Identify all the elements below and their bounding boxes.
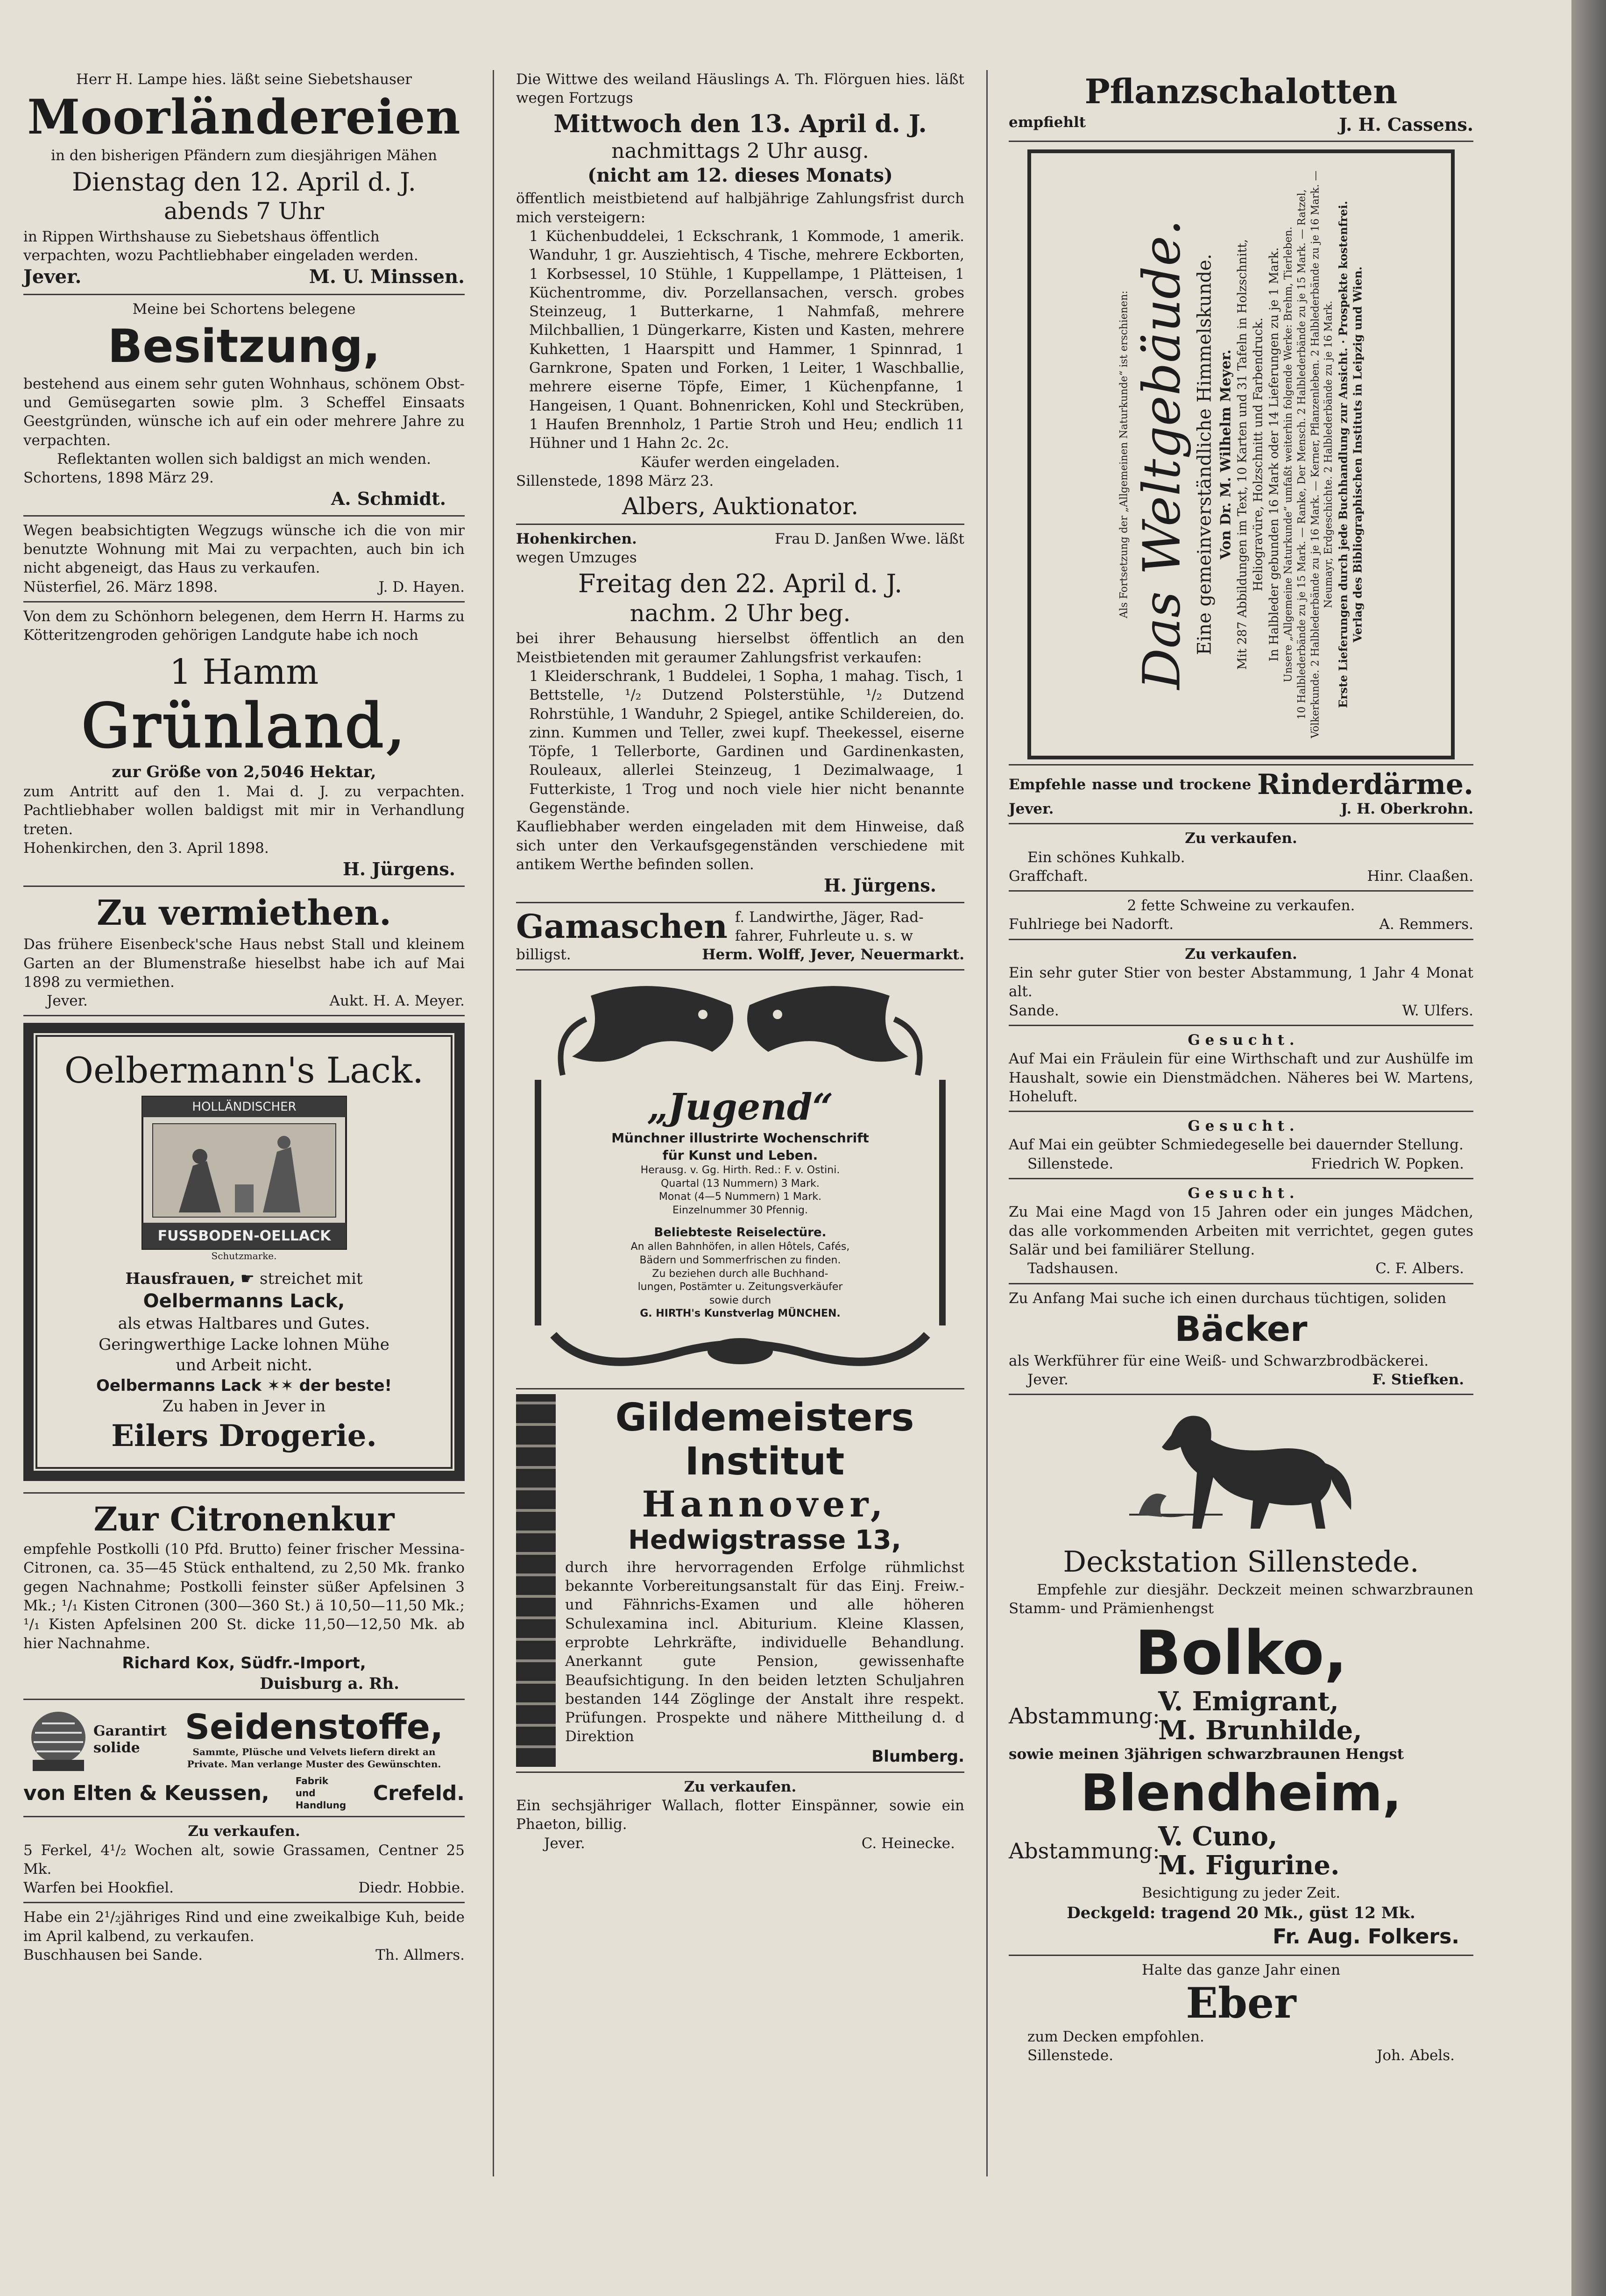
gruenland-place: Hohenkirchen, den 3. April 1898. [23,839,269,857]
rinder-place: Jever. [1009,800,1054,817]
seide-fab: Fabrik und Handlung [295,1775,347,1811]
oel-l5: und Arbeit nicht. [176,1355,312,1375]
column-1 [23,70,465,1969]
janssen-text2: Kaufliebhaber werden eingeladen mit dem Hinweise, daß sich unter den Verkaufsgegenständen verschiedene mit antikem Werthe befinden sollen. [516,818,964,873]
stier-signer: W. Ulfers. [1402,1002,1473,1019]
seide-emblem [23,1705,93,1775]
albers-text: öffentlich meistbietend auf halbjährige Zahlungsfrist durch mich versteigern: [516,190,964,226]
pflanz-signer: J. H. Cassens. [1339,113,1473,135]
vermiethen-signer: Aukt. H. A. Meyer. [329,992,465,1010]
ferkel-signer: Diedr. Hobbie. [358,1879,465,1897]
jugend-r4: Zu beziehen durch alle Buchhand- [652,1268,828,1280]
gesucht3-head: G e s u c h t . [1188,1185,1295,1202]
albers-date: Mittwoch den 13. April d. J. [553,109,927,138]
oel-sign-top: HOLLÄNDISCHER [191,1100,297,1114]
eber-intro: Halte das ganze Jahr einen [1141,1962,1341,1979]
jugend-h4: Einzelnummer 30 Pfennig. [672,1205,808,1216]
janssen-time: nachm. 2 Uhr beg. [630,599,851,627]
ad-eber [1009,1955,1473,2065]
gruenland-text: zum Antritt auf den 1. Mai d. J. zu verpachten. Pachtliebhaber wollen baldigst mit mir in Verhandlung treten. [23,783,465,838]
jugend-ornament-bottom [535,1325,946,1377]
deck-title: Deckstation Sillenstede. [1063,1545,1419,1579]
citronen-signer: Richard Kox, Südfr.-Import, [122,1653,366,1672]
deck-besicht: Besichtigung zu jeder Zeit. [1141,1885,1341,1902]
beehive-icon [23,1705,93,1775]
besitzung-place: Schortens, 1898 März 29. [23,469,214,487]
deck-horse2-mother: M. Figurine. [1158,1850,1340,1881]
gesucht3-signer: C. F. Albers. [1375,1260,1464,1277]
ad-schweine [1009,890,1473,934]
jugend-r5: lungen, Postämter u. Zeitungsverkäufer [637,1281,843,1293]
ad-deckstation [1009,1394,1473,1950]
ad-citronenkur [23,1492,465,1694]
page-edge [1571,0,1606,2296]
rinder-l3: trockene [1179,776,1252,794]
horse-illustration [1120,1403,1363,1543]
janssen-items: 1 Kleiderschrank, 1 Buddelei, 1 Sopha, 1 mahag. Tisch, 1 Bettstelle, ¹/₂ Dutzend Polsterstühle, ¹/₂ Dutzend Rohrstühle, 1 Wanduhr, 2 Spiegel, antike Schildereien, do. zinn. Kummen und Teller, zwei kupf. Theekessel, eiserne Töpfe, 1 Tellerborte, Gardinen und Gardinenkasten, Rouleaux, allerlei Steinzeug, 1 Dezimalwaage, 1 Futterkiste, 1 Trog und noch viele hier nicht benannte Gegenstände. [529,668,964,817]
oel-l7: Zu haben in Jever in [162,1397,326,1416]
deck-signer: Fr. Aug. Folkers. [1273,1924,1459,1949]
moor-intro: Herr H. Lampe hies. läßt seine Siebetshauser [76,71,412,88]
gildemeister-brick-bar [516,1394,556,1767]
eber-text: zum Decken empfohlen. [1027,2028,1204,2045]
gamaschen-signature [516,945,964,964]
ad-stier [1009,939,1473,1020]
ad-ferkel [23,1816,465,1897]
seide-solide: solide [93,1740,140,1757]
jugend-sub2: für Kunst und Leben. [662,1147,818,1163]
jugend-h1: Herausg. v. Gg. Hirth. Red.: F. v. Ostini. [640,1164,840,1176]
ad-janssen-auktion [516,524,964,897]
oel-l3: als etwas Haltbares und Gutes. [118,1314,370,1333]
eber-title: Eber [1186,1978,1296,2028]
baecker-text: als Werkführer für eine Weiß- und Schwarzbrodbäckerei. [1009,1352,1429,1369]
welt-l3: In Halbleder gebunden 16 Mark oder 14 Lieferungen zu je 1 Mark. [1266,247,1281,662]
ad-rind [23,1902,465,1964]
gamaschen-t3: billigst. [516,946,571,964]
ad-weltgebaeude [1009,141,1473,759]
albers-intro: Die Wittwe des weiland Häuslings A. Th. Flörguen hies. läßt wegen Fortzugs [516,71,964,107]
janssen-place: Hohenkirchen. [516,530,637,547]
seide-title: Seidenstoffe, [184,1707,444,1748]
ad-oelbermann [23,1015,465,1487]
stier-text: Ein sehr guter Stier von bester Abstammung, 1 Jahr 4 Monat alt. [1009,964,1473,1000]
vermiethen-place: Jever. [47,992,88,1010]
deck-horse1: Bolko, [1135,1617,1347,1688]
janssen-head [516,530,964,548]
ad-gildemeister [516,1388,964,1767]
ad-jugend [516,969,964,1383]
jugend-title: „Jugend“ [647,1085,834,1128]
jugend-r1: Beliebteste Reiselectüre. [654,1225,827,1240]
seide-signature [23,1775,465,1811]
column-2 [516,70,964,1857]
jugend-h2: Quartal (13 Nummern) 3 Mark. [661,1177,820,1190]
ad-wallach [516,1772,964,1853]
wallach-text: Ein sechsjähriger Wallach, flotter Einspänner, sowie ein Phaeton, billig. [516,1797,964,1833]
moor-date: Dienstag den 12. April d. J. [72,167,416,197]
oel-l6: Oelbermanns Lack ✶✶ der beste! [96,1376,392,1395]
baecker-place: Jever. [1027,1371,1068,1388]
jugend-r3: Bädern und Sommerfrischen zu finden. [639,1254,841,1266]
eber-place: Sillenstede. [1027,2047,1114,2064]
oel-sign-bottom: FUSSBODEN-OELLACK [157,1228,331,1245]
janssen-who: Frau D. Janßen Wwe. läßt [775,530,964,547]
deck-horse2: Blendheim, [1080,1764,1402,1822]
baecker-intro: Zu Anfang Mai suche ich einen durchaus tüchtigen, soliden [1009,1290,1446,1307]
kuhkalb-head: Zu verkaufen. [1185,830,1297,847]
deck-abst-2: Abstammung: [1009,1838,1160,1864]
welt-l6: Erste Lieferungen durch jede Buchhandlung zur Ansicht. · Prospekte kostenfrei. [1336,201,1350,708]
ferkel-place: Warfen bei Hookfiel. [23,1879,174,1897]
wallach-signer: C. Heinecke. [861,1835,955,1852]
gesucht1-head: G e s u c h t . [1188,1031,1295,1049]
schweine-signer: A. Remmers. [1379,916,1473,933]
ad-wegzug [23,515,465,596]
oel-trademark: Schutzmarke. [211,1250,277,1262]
moor-signer: M. U. Minssen. [309,266,465,288]
gesucht2-head: G e s u c h t . [1188,1118,1295,1135]
baecker-signature [1009,1370,1473,1389]
wegzug-place: Nüsterfiel, 26. März 1898. [23,578,218,595]
gild-signer: Blumberg. [871,1747,964,1766]
gesucht2-text: Auf Mai ein geübter Schmiedegeselle bei dauernder Stellung. [1009,1136,1464,1154]
gamaschen-title: Gamaschen [516,907,728,946]
besitzung-signer: A. Schmidt. [331,488,446,510]
moor-signature [23,265,465,289]
janssen-date: Freitag den 22. April d. J. [578,569,903,599]
moor-title: Moorländereien [27,89,461,146]
rinder-signer: J. H. Oberkrohn. [1341,800,1473,817]
wallach-place: Jever. [544,1835,585,1852]
stier-signature [1009,1001,1473,1020]
ad-besitzung [23,294,465,510]
gamaschen-t2: fahrer, Fuhrleute u. s. w [735,927,913,944]
schweine-signature [1009,915,1473,934]
weltgebaeude-rotated-text [1118,167,1365,742]
albers-time: nachmittags 2 Uhr ausg. [611,139,869,163]
oelbermann-title: Oelbermann's Lack. [64,1049,424,1091]
column-3 [1009,70,1473,2069]
column-rule-1 [493,70,494,2176]
seide-s2: Private. Man verlange Muster des Gewünschten. [187,1758,441,1770]
gamaschen-signer: Herm. Wolff, Jever, Neuermarkt. [702,946,964,964]
ad-rinderdaerme [1009,764,1473,818]
besitzung-text2: Reflektanten wollen sich baldigst an mich wenden. [57,450,431,468]
gruenland-title: Grünland, [81,690,407,762]
albers-note: (nicht am 12. dieses Monats) [587,164,893,187]
gild-text: durch ihre hervorragenden Erfolge rühmlichst bekannte Vorbereitungsanstalt für das Einj. Freiw.- und Fähnrichs-Examen und alle höheren Schulexamina incl. Abiturium. Kleine Klassen, erprobte Lehrkräfte, individuelle Behandlung. Anerkannt gute Pension, gewissenhafte Beaufsichtigung. In den beiden letzten Schuljahren bestanden 144 Zöglinge der Anstalt ihre respekt. Prüfungen. Prospekte und nähere Mittheilung d. d Direktion [565,1559,964,1745]
deck-horse1-mother: M. Brunhilde, [1158,1715,1362,1746]
besitzung-title: Besitzung, [107,319,381,373]
ad-pflanzschalotten [1009,71,1473,136]
schweine-place: Fuhlriege bei Nadorft. [1009,916,1174,933]
gild-t1: Gildemeisters [615,1395,914,1440]
albers-invite: Käufer werden eingeladen. [640,454,840,471]
gamaschen-t1: f. Landwirthe, Jäger, Rad- [735,908,924,926]
weltgebaeude-box [1027,149,1455,759]
oel-streichet: streichet mit [259,1269,363,1289]
rinder-signature [1009,800,1473,818]
baecker-title: Bäcker [1174,1309,1308,1349]
deck-abst-1: Abstammung: [1009,1703,1160,1729]
ad-gesucht-1 [1009,1025,1473,1106]
gesucht2-signer: Friedrich W. Popken. [1311,1155,1464,1172]
ferkel-text: 5 Ferkel, 4¹/₂ Wochen alt, sowie Grassamen, Centner 25 Mk. [23,1842,465,1878]
welt-l1: Mit 287 Abbildungen im Text, 10 Karten und 31 Tafeln in Holzschnitt, [1235,239,1249,670]
wave-ornament-icon [535,1325,946,1377]
gesucht2-signature [1009,1155,1473,1173]
oel-l2: Oelbermanns Lack, [143,1290,345,1312]
pflanz-empf: empfiehlt [1009,113,1086,131]
oelbermann-label-image [141,1096,347,1262]
rind-signature [23,1946,465,1964]
gesucht2-place: Sillenstede. [1027,1155,1114,1172]
ad-seidenstoffe [23,1699,465,1811]
deck-horse2-father: V. Cuno, [1158,1821,1278,1852]
welt-l4: Unsere „Allgemeine Naturkunde“ umfaßt weiterhin folgende Werke: Brehm, Tierleben. [1282,227,1295,682]
oel-l1: Hausfrauen, ☛ streichet mit [125,1269,363,1289]
gild-t2: Institut [685,1439,845,1484]
ad-kuhkalb [1009,823,1473,886]
kuhkalb-text: Ein schönes Kuhkalb. [1027,849,1185,866]
moor-line: verpachten, wozu Pachtliebhaber eingeladen werden. [23,247,418,264]
jugend-h3: Monat (4—5 Nummern) 1 Mark. [658,1191,822,1203]
kuhkalb-signature [1009,867,1473,886]
seide-s1: Sammte, Plüsche und Velvets liefern direkt an [192,1746,436,1758]
welt-l2: Heliogravüre, Holzschnitt und Farbendruck. [1251,318,1265,591]
wallach-signature [516,1834,964,1853]
ad-vermiethen [23,886,465,1011]
citronen-text: empfehle Postkolli (10 Pfd. Brutto) feiner frischer Messina-Citronen, ca. 35—45 Stück enthaltend, zu 2,50 Mk. franko gegen Nachnahme; Postkolli feinster süßer Apfelsinen 3 Mk.; ¹/₁ Kisten Citronen (300—360 St.) ä 10,50—11,50 Mk.; ¹/₁ Kisten Apfelsinen 200 St. dicke 11,50—12,50 Mk. ab hier Nachnahme. [23,1541,465,1652]
moor-line: in den bisherigen Pfändern zum diesjährigen Mähen [51,147,437,164]
gruenland-size: zur Größe von 2,5046 Hektar, [112,762,376,781]
janssen-l2: wegen Umzuges [516,549,637,566]
vermiethen-signature [23,992,465,1010]
besitzung-text: bestehend aus einem sehr guten Wohnhaus, schönem Obst- und Gemüsegarten sowie plm. 3 Scheffel Einsaats Geestgründen, wünsche ich auf ein oder mehrere Jahre zu verpachten. [23,375,465,449]
jugend-sub1: Münchner illustrirte Wochenschrift [611,1130,869,1146]
pflanz-signature [1009,113,1473,136]
gesucht3-signature [1009,1259,1473,1278]
oel-l8: Eilers Drogerie. [111,1418,377,1454]
baecker-signer: F. Stiefken. [1372,1371,1464,1388]
welt-side: Als Fortsetzung der „Allgemeinen Naturkunde“ ist erschienen: [1118,291,1130,618]
column-rule-2 [986,70,988,2176]
kuhkalb-signer: Hinr. Claaßen. [1367,867,1473,885]
wallach-head: Zu verkaufen. [684,1778,797,1795]
rinder-l1: Empfehle [1009,776,1086,794]
ad-baecker [1009,1283,1473,1389]
rind-place: Buschhausen bei Sande. [23,1946,203,1963]
citronen-city: Duisburg a. Rh. [260,1674,399,1694]
gild-t3: Hannover, [642,1483,888,1525]
ferkel-signature [23,1878,465,1897]
oelbermann-frame [23,1023,465,1481]
wegzug-signature [23,578,465,596]
janssen-text: bei ihrer Behausung hierselbst öffentlich an den Meistbietenden mit geraumer Zahlungsfrist verkaufen: [516,630,964,666]
jugend-r2: An allen Bahnhöfen, in allen Hôtels, Cafés, [630,1241,850,1253]
welt-author: Von Dr. M. Wilhelm Meyer. [1217,349,1234,560]
ad-moorlaendereien [23,70,465,289]
seide-firm: von Elten & Keussen, [23,1781,269,1805]
citronen-title: Zur Citronenkur [93,1499,395,1538]
gruenland-intro: Von dem zu Schönhorn belegenen, dem Herrn H. Harms zu Kötteritzengroden gehörigen Landgute habe ich noch [23,608,465,644]
horse-icon [1120,1403,1363,1543]
ad-gesucht-3 [1009,1178,1473,1278]
ad-gruenland [23,601,465,881]
ad-albers-auktion [516,70,964,519]
ad-gamaschen [516,902,964,964]
vermiethen-title: Zu vermiethen. [97,893,391,933]
seide-city: Crefeld. [373,1781,465,1805]
stier-place: Sande. [1009,1002,1059,1019]
gesucht3-place: Tadshausen. [1027,1260,1118,1277]
pflanz-title: Pflanzschalotten [1084,71,1398,111]
oel-hausfrauen: Hausfrauen, [125,1269,235,1289]
moor-time: abends 7 Uhr [163,198,325,225]
deck-horse1-father: V. Emigrant, [1158,1686,1339,1717]
oel-l4: Geringwerthige Lacke lohnen Mühe [99,1335,389,1354]
albers-signer: Albers, Auktionator. [622,493,859,520]
jugend-publisher: G. HIRTH's Kunstverlag MÜNCHEN. [640,1308,841,1320]
ad-gesucht-2 [1009,1111,1473,1173]
gruenland-amount: 1 Hamm [169,652,319,692]
gruenland-signer: H. Jürgens. [343,858,455,880]
rinder-title: Rinderdärme. [1257,768,1473,801]
schweine-text: 2 fette Schweine zu verkaufen. [1127,897,1355,914]
welt-sub: Eine gemeinverständliche Himmelskunde. [1193,254,1215,655]
welt-l5: 10 Halblederbände zu je 15 Mark. — Ranke, Der Mensch. 2 Halblederbände zu je 15 Mark. — Ratzel, Völkerkunde. 2 Halblederbände zu je 16 Mark. — Kerner, Pflanzenleben. 2 Halblederbände zu je 16 Mark. — Neumayr, Erdgeschichte. 2 Halblederbände zu je 16 Mark. [1295,170,1335,738]
ferkel-head: Zu verkaufen. [188,1823,300,1840]
jugend-ornament-top [535,977,946,1080]
welt-title: Das Weltgebäude. [1131,219,1191,690]
rinder-l2: nasse und [1091,776,1174,794]
twin-fish-ornament-icon [535,977,946,1080]
moor-place: Jever. [23,266,82,288]
vermiethen-text: Das frühere Eisenbeck'sche Haus nebst Stall und kleinem Garten an der Blumenstraße hieselbst habe ich auf Mai 1898 zu vermiethen. [23,936,465,991]
deck-mid: sowie meinen 3jährigen schwarzbraunen Hengst [1009,1746,1404,1763]
rind-signer: Th. Allmers. [375,1946,465,1963]
eber-signer: Joh. Abels. [1376,2047,1455,2064]
jugend-r6: sowie durch [709,1294,771,1306]
gesucht1-text: Auf Mai ein Fräulein für eine Wirthschaft und zur Aushülfe im Haushalt, sowie ein Dienstmädchen. Näheres bei W. Martens, Hoheluft. [1009,1050,1473,1105]
besitzung-intro: Meine bei Schortens belegene [132,301,356,318]
stier-head: Zu verkaufen. [1185,945,1297,963]
janssen-signer: H. Jürgens. [824,875,936,896]
rind-text: Habe ein 2¹/₂jähriges Rind und eine zweikalbige Kuh, beide im April kalbend, zu verkaufen. [23,1909,465,1945]
wegzug-signer: J. D. Hayen. [378,578,465,595]
gild-t4: Hedwigstrasse 13, [628,1524,901,1555]
moor-line: in Rippen Wirthshause zu Siebetshaus öffentlich [23,228,380,245]
fussboden-oellack-can-icon [141,1096,347,1250]
welt-publisher: Verlag des Bibliographischen Instituts in Leipzig und Wien. [1350,266,1364,643]
albers-place: Sillenstede, 1898 März 23. [516,472,714,489]
deck-intro: Empfehle zur diesjähr. Deckzeit meinen schwarzbraunen Stamm- und Prämienhengst [1009,1581,1473,1617]
eber-signature [1009,2046,1473,2065]
wegzug-text: Wegen beabsichtigten Wegzugs wünsche ich die von mir benutzte Wohnung mit Mai zu verpachten, auch bin ich nicht abgeneigt, das Haus zu verkaufen. [23,522,465,577]
kuhkalb-place: Graffchaft. [1009,867,1088,885]
seide-garantirt: Garantirt [93,1723,167,1740]
albers-items: 1 Küchenbuddelei, 1 Eckschrank, 1 Kommode, 1 amerik. Wanduhr, 1 gr. Ausziehtisch, 4 Tische, mehrere Eckborten, 1 Korbsessel, 10 Stühle, 1 Kuppellampe, 1 Plätteisen, 1 Küchentromme, div. Porzellansachen, versch. grobes Steinzeug, 1 Butterkarne, 1 Nahmfaß, mehrere Milchballien, 1 Düngerkarre, Kisten und Kasten, mehrere Kuhketten, 1 Haarspitt und Hammer, 1 Spinnrad, 1 Garnkrone, Spaten und Forken, 1 Leiter, 1 Waschballie, mehrere eiserne Töpfe, Eimer, 1 Küchenpfanne, 1 Hangeisen, 1 Quant. Bohnenricken, Kohl und Steckrüben, 1 Haufen Brennholz, 1 Partie Stroh und Heu; endlich 11 Hühner und 1 Hahn 2c. 2c. [529,227,964,452]
gesucht3-text: Zu Mai eine Magd von 15 Jahren oder ein junges Mädchen, das alle vorkommenden Arbeiten mit verrichtet, gegen gutes Salär und bei familiärer Stellung. [1009,1204,1473,1258]
deck-deckgeld: Deckgeld: tragend 20 Mk., güst 12 Mk. [1067,1903,1415,1922]
